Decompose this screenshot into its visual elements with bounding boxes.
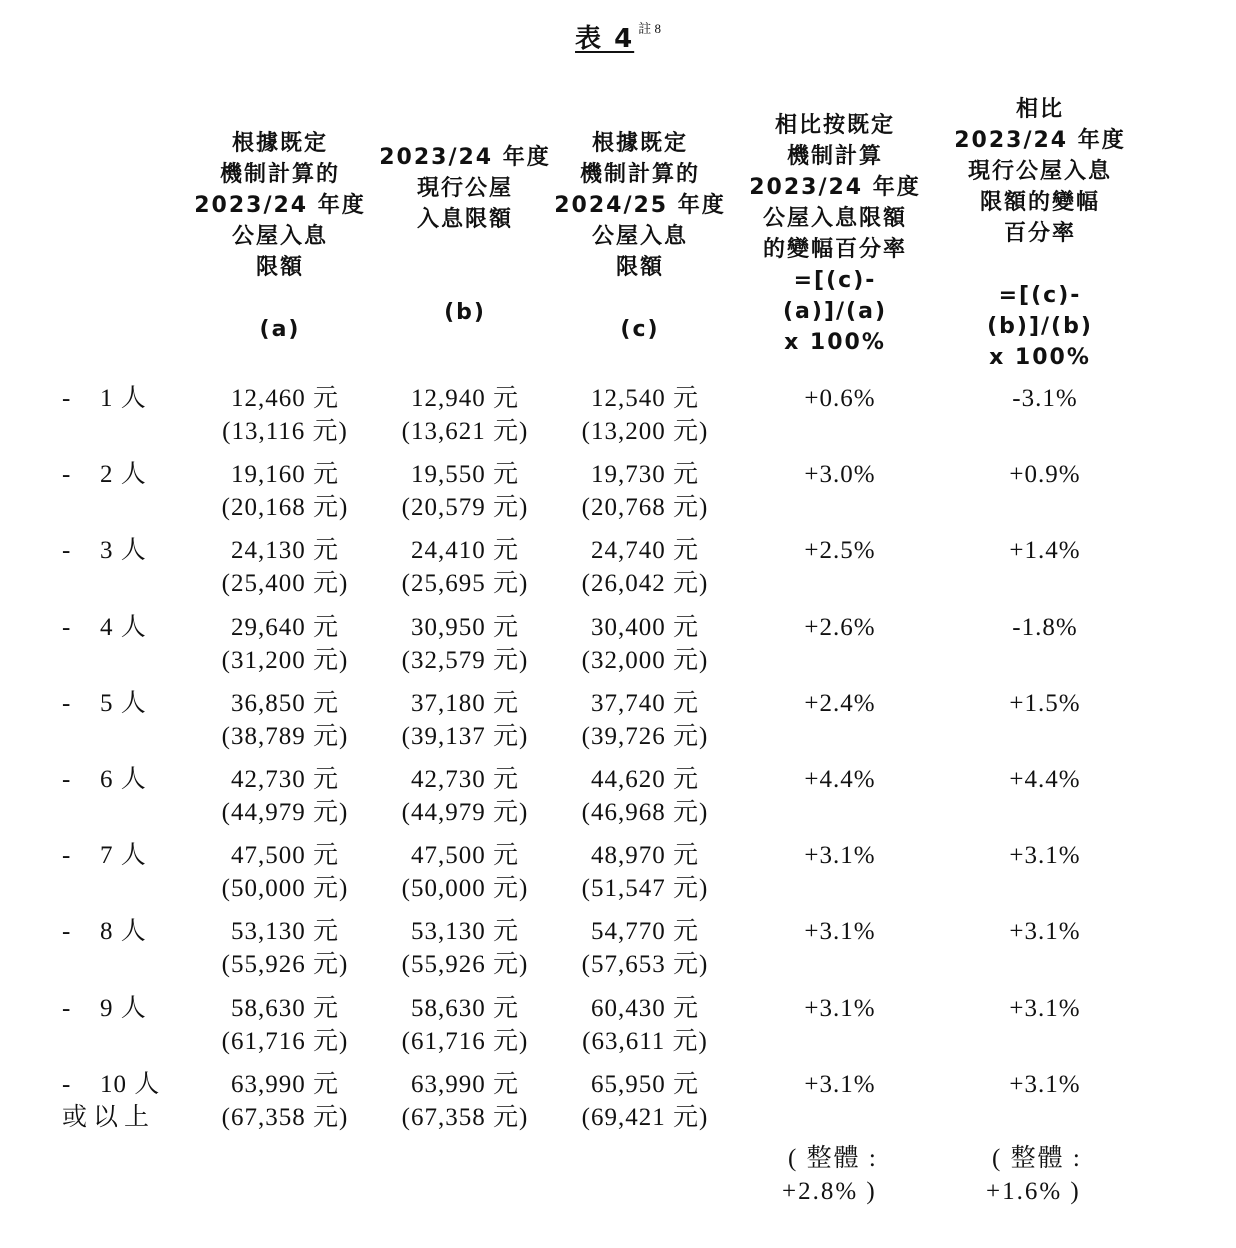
household-size: 9 人 <box>100 994 147 1022</box>
table-row <box>0 992 1236 1068</box>
limit-a-value: 24,130 元 <box>230 537 339 565</box>
limit-c-bracket: (63,611 元) <box>582 1027 708 1055</box>
limit-b-value: 30,950 元 <box>410 613 519 641</box>
limit-b-value: 47,500 元 <box>410 842 519 870</box>
change-vs-a: +3.1% <box>804 842 876 870</box>
limit-b-value: 58,630 元 <box>410 994 519 1022</box>
row-bullet: - <box>62 385 72 412</box>
limit-a-value: 19,160 元 <box>230 461 339 489</box>
limit-a-bracket: (44,979 元) <box>221 799 349 826</box>
limit-b-bracket: (44,979 元) <box>401 799 529 826</box>
limit-a-value: 53,130 元 <box>230 918 339 946</box>
limit-c-bracket: (32,000 元) <box>581 646 709 674</box>
row-bullet: - <box>62 689 72 717</box>
limit-c-value: 30,400 元 <box>590 613 699 641</box>
limit-a-bracket: (67,358 元) <box>221 1103 349 1131</box>
household-size: 2 人 <box>100 461 147 489</box>
limit-c-bracket: (26,042 元) <box>581 570 709 598</box>
row-bullet: - <box>62 766 72 793</box>
household-size: 6 人 <box>100 766 147 793</box>
change-vs-b: +3.1% <box>1009 842 1081 870</box>
limit-b-value: 37,180 元 <box>410 689 519 717</box>
limit-b-value: 63,990 元 <box>410 1070 519 1098</box>
change-vs-b: +3.1% <box>1009 918 1081 946</box>
limit-c-bracket: (51,547 元) <box>581 875 709 903</box>
table-title <box>0 18 1236 55</box>
limit-b-value: 24,410 元 <box>410 537 519 565</box>
column-header-c: 根據既定 機制計算的 2024/25 年度 公屋入息 限額 (c) <box>554 131 726 342</box>
change-vs-b: +3.1% <box>1009 1070 1081 1098</box>
limit-b-bracket: (20,579 元) <box>401 494 529 522</box>
limit-b-bracket: (32,579 元) <box>401 646 529 674</box>
row-bullet: - <box>62 1070 72 1098</box>
row-bullet: - <box>62 537 72 565</box>
change-vs-a: +3.1% <box>804 918 876 946</box>
limit-b-bracket: (13,621 元) <box>401 418 529 445</box>
limit-b-bracket: (25,695 元) <box>401 570 529 598</box>
limit-b-bracket: (61,716 元) <box>401 1027 529 1055</box>
row-bullet: - <box>62 842 72 870</box>
limit-c-bracket: (13,200 元) <box>581 418 709 445</box>
overall-change-b-value: +1.6% ) <box>986 1178 1081 1205</box>
table-row <box>0 1068 1236 1144</box>
limit-a-value: 29,640 元 <box>230 613 339 641</box>
limit-c-value: 54,770 元 <box>590 918 699 946</box>
limit-a-value: 42,730 元 <box>230 766 339 793</box>
limit-a-bracket: (38,789 元) <box>221 722 349 750</box>
limit-a-value: 47,500 元 <box>230 842 339 870</box>
change-vs-b: +1.4% <box>1009 537 1081 565</box>
household-size: 10 人 <box>100 1070 161 1098</box>
row-bullet: - <box>62 461 72 489</box>
limit-c-bracket: (57,653 元) <box>581 951 709 979</box>
household-size: 3 人 <box>100 537 147 565</box>
limit-c-value: 19,730 元 <box>590 461 699 489</box>
column-header-b: 2023/24 年度 現行公屋 入息限額 (b) <box>379 145 551 325</box>
limit-c-value: 37,740 元 <box>590 689 699 717</box>
limit-b-bracket: (67,358 元) <box>401 1103 529 1131</box>
change-vs-a: +3.1% <box>804 1070 876 1098</box>
footnote-reference: 註 8 <box>638 21 661 36</box>
household-size: 8 人 <box>100 918 147 946</box>
limit-c-value: 12,540 元 <box>590 385 699 412</box>
change-vs-b: +1.5% <box>1009 689 1081 717</box>
household-size-suffix: 或以上 <box>62 1103 156 1131</box>
limit-a-value: 58,630 元 <box>230 994 339 1022</box>
limit-a-bracket: (31,200 元) <box>221 646 349 674</box>
limit-b-bracket: (50,000 元) <box>401 875 529 903</box>
table-row <box>0 763 1236 839</box>
table-row <box>0 382 1236 458</box>
overall-change-a-label: ( 整體 : <box>788 1145 878 1172</box>
table-row <box>0 611 1236 687</box>
change-vs-b: +3.1% <box>1009 994 1081 1022</box>
limit-a-bracket: (50,000 元) <box>221 875 349 903</box>
change-vs-a: +2.6% <box>804 613 876 641</box>
household-size: 5 人 <box>100 689 147 717</box>
column-header-change-vs-a: 相比按既定 機制計算 2023/24 年度 公屋入息限額 的變幅百分率 =[(c)- (a)]/(a) x 100% <box>749 113 921 355</box>
limit-a-bracket: (25,400 元) <box>221 570 349 598</box>
household-size: 1 人 <box>100 385 147 412</box>
limit-b-bracket: (39,137 元) <box>401 722 529 750</box>
table-row <box>0 839 1236 915</box>
change-vs-a: +0.6% <box>804 385 876 412</box>
change-vs-b: +0.9% <box>1009 461 1081 489</box>
table-row <box>0 458 1236 534</box>
table-row <box>0 687 1236 763</box>
limit-a-value: 63,990 元 <box>230 1070 339 1098</box>
limit-c-bracket: (69,421 元) <box>581 1103 709 1131</box>
limit-c-bracket: (20,768 元) <box>581 494 709 522</box>
overall-change-a-value: +2.8% ) <box>782 1178 877 1205</box>
change-vs-b: -3.1% <box>1012 385 1078 412</box>
limit-b-value: 12,940 元 <box>410 385 519 412</box>
table-title-text: 表 4 <box>575 24 635 54</box>
limit-c-value: 48,970 元 <box>590 842 699 870</box>
change-vs-a: +3.1% <box>804 994 876 1022</box>
column-header-a: 根據既定 機制計算的 2023/24 年度 公屋入息 限額 (a) <box>194 131 366 342</box>
table-row <box>0 915 1236 991</box>
household-size: 4 人 <box>100 613 147 641</box>
row-bullet: - <box>62 994 72 1022</box>
change-vs-a: +4.4% <box>804 766 876 793</box>
limit-a-bracket: (61,716 元) <box>221 1027 349 1055</box>
change-vs-b: -1.8% <box>1012 613 1078 641</box>
limit-b-value: 53,130 元 <box>410 918 519 946</box>
limit-c-value: 24,740 元 <box>590 537 699 565</box>
limit-b-value: 19,550 元 <box>410 461 519 489</box>
limit-a-bracket: (20,168 元) <box>221 494 349 522</box>
overall-change-b-label: ( 整體 : <box>992 1145 1082 1172</box>
limit-a-bracket: (13,116 元) <box>222 418 348 445</box>
row-bullet: - <box>62 918 72 946</box>
change-vs-a: +2.4% <box>804 689 876 717</box>
change-vs-a: +2.5% <box>804 537 876 565</box>
limit-a-value: 12,460 元 <box>230 385 339 412</box>
limit-b-value: 42,730 元 <box>410 766 519 793</box>
limit-c-bracket: (39,726 元) <box>581 722 709 750</box>
change-vs-a: +3.0% <box>804 461 876 489</box>
limit-c-bracket: (46,968 元) <box>581 799 709 826</box>
limit-c-value: 65,950 元 <box>590 1070 699 1098</box>
change-vs-b: +4.4% <box>1009 766 1081 793</box>
row-bullet: - <box>62 613 72 641</box>
limit-c-value: 44,620 元 <box>590 766 699 793</box>
table-row <box>0 534 1236 610</box>
limit-a-bracket: (55,926 元) <box>221 951 349 979</box>
household-size: 7 人 <box>100 842 147 870</box>
limit-a-value: 36,850 元 <box>230 689 339 717</box>
column-header-change-vs-b: 相比 2023/24 年度 現行公屋入息 限額的變幅 百分率 =[(c)- (b)]/(b) x 100% <box>954 97 1126 370</box>
limit-c-value: 60,430 元 <box>590 994 699 1022</box>
limit-b-bracket: (55,926 元) <box>401 951 529 979</box>
